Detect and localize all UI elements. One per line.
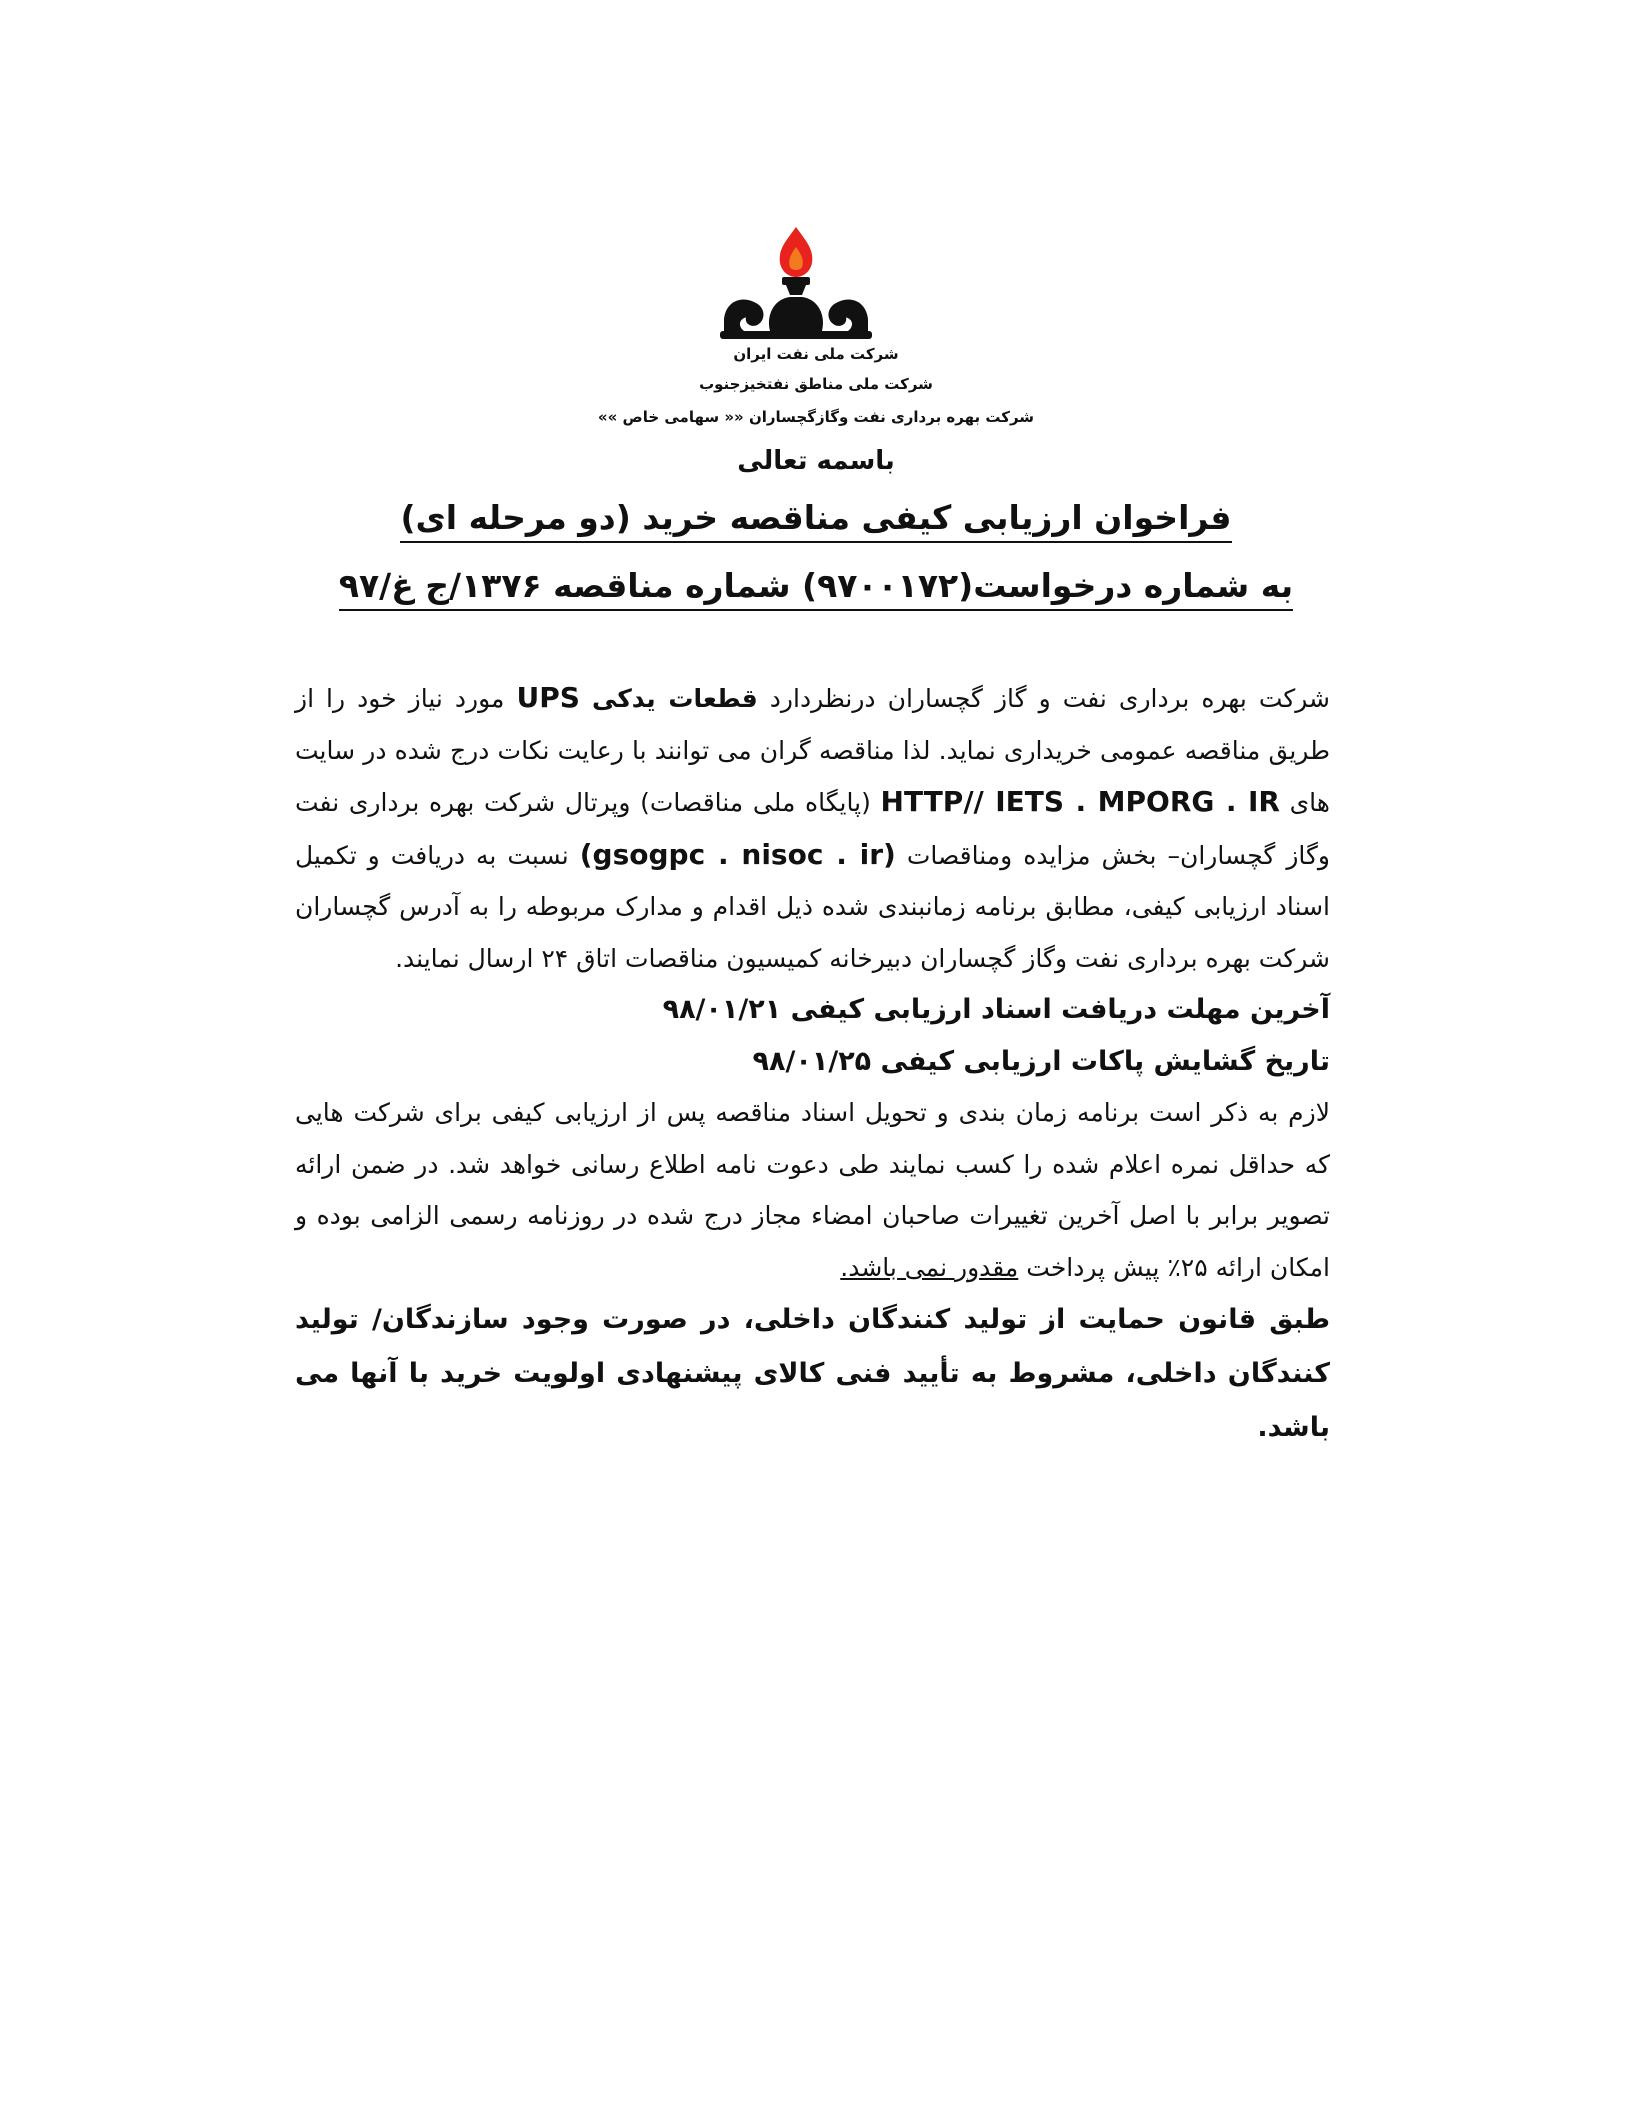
notes-underlined: مقدور نمی باشد.: [840, 1252, 1019, 1282]
paragraph-intro: [295, 672, 1330, 984]
domestic-producers-note: طبق قانون حمایت از تولید کنندگان داخلی، در صورت وجود سازندگان/ تولید کنندگان داخلی، مشروط به تأیید فنی کالای پیشنهادی اولویت خرید با آنها می باشد.: [295, 1304, 1330, 1443]
emblem-right: [829, 300, 868, 331]
tender-number-text: به شماره درخواست(۹۷۰۰۱۷۲) شماره مناقصه ۱۳۷۶/ج غ/۹۷: [339, 566, 1293, 611]
item-name: قطعات یدکی: [591, 684, 758, 713]
emblem-base: [720, 331, 872, 339]
tender-title: [0, 498, 1632, 543]
nioc-logo: [720, 225, 872, 340]
intro-text-d: نسبت به دریافت و تکمیل اسناد ارزیابی کیفی، مطابق برنامه زمانبندی شده ذیل اقدام و مدارک مربوطه را به آدرس گچساران شرکت بهره برداری نفت وگاز گچساران دبیرخانه کمیسیون مناقصات اتاق ۲۴ ارسال نمایند.: [295, 840, 1330, 973]
intro-text-b: مورد نیاز خود را از طریق مناقصه عمومی خریداری نماید. لذا مناقصه گران می توانند با رعایت نکات درج شده در سایت های: [295, 684, 1330, 817]
emblem-center: [769, 297, 823, 331]
tender-title-text: فراخوان ارزیابی کیفی مناقصه خرید (دو مرحله ای): [400, 498, 1231, 543]
torch-neck: [786, 285, 806, 295]
opening-date-line: تاریخ گشایش پاکات ارزیابی کیفی ۹۸/۰۱/۲۵: [752, 1045, 1330, 1077]
paragraph-notes: [295, 1087, 1330, 1293]
emblem-left: [724, 300, 763, 331]
org-name-nioc: شرکت ملی نفت ایران: [733, 345, 899, 363]
deadline-line: آخرین مهلت دریافت اسناد ارزیابی کیفی ۹۸/۰۱/۲۱: [662, 994, 1330, 1025]
item-ups: UPS: [516, 681, 580, 714]
notes-text: لازم به ذکر است برنامه زمان بندی و تحویل اسناد مناقصه پس از ارزیابی کیفی برای شرکت هایی که حداقل نمره اعلام شده را کسب نمایند طی دعوت نامه اطلاع رسانی خواهد شد. در ضمن ارائه تصویر برابر با اصل آخرین تغییرات صاحبان امضاء مجاز درج شده در روزنامه رسمی الزامی بوده و امکان ارائه ۲۵٪ پیش پرداخت: [295, 1098, 1330, 1282]
intro-text-a: شرکت بهره برداری نفت و گاز گچساران درنظردارد: [769, 684, 1331, 713]
intro-text-c: (پایگاه ملی مناقصات) وپرتال شرکت بهره برداری نفت وگاز گچساران– بخش مزایده ومناقصات: [295, 788, 1330, 870]
bismillah-heading: باسمه تعالی: [737, 446, 895, 476]
org-name-nisoc: شرکت ملی مناطق نفتخیزجنوب: [699, 375, 933, 393]
torch-cup: [782, 277, 810, 285]
site-link-gsogpc[interactable]: (gsogpc . nisoc . ir): [579, 837, 896, 871]
announcement-body: [295, 672, 1330, 1455]
tender-number: [0, 566, 1632, 611]
org-name-gachsaran: شرکت بهره برداری نفت وگازگچساران «« سهامی خاص »»: [597, 408, 1035, 426]
site-link-iets[interactable]: HTTP// IETS . MPORG . IR: [880, 785, 1280, 818]
